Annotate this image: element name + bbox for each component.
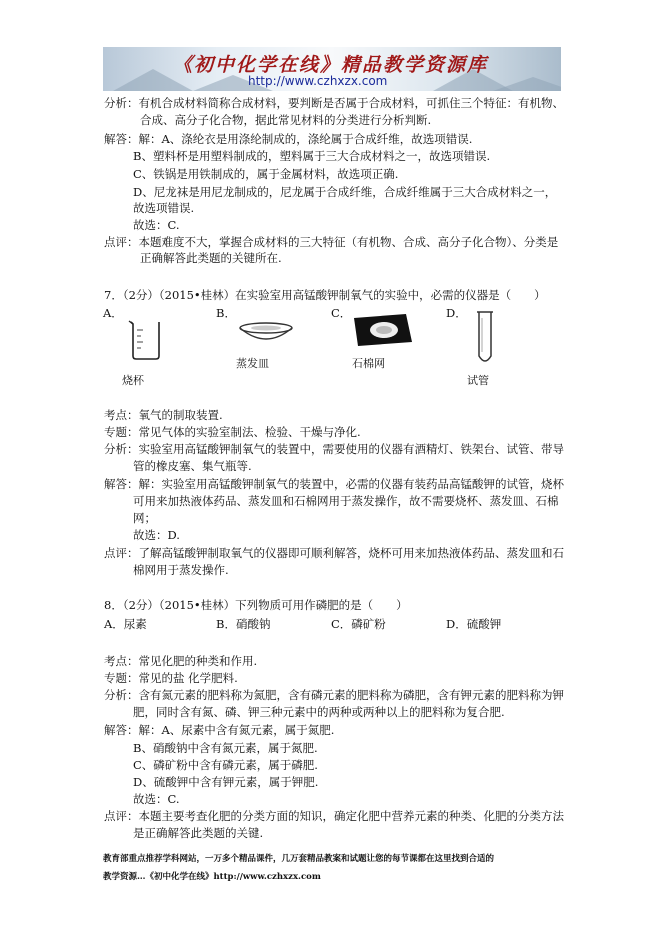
banner-url[interactable]: http://www.czhxzx.com — [248, 74, 388, 88]
test-tube-icon — [470, 308, 500, 368]
q6-solution-line2: B、塑料杯是用塑料制成的，塑料属于三大合成材料之一，故选项错误. — [133, 149, 491, 163]
q7-caption-b: 蒸发皿 — [236, 357, 269, 370]
q7-comment-line2: 棉网用于蒸发操作. — [133, 563, 229, 577]
q8-analysis-line1: 分析：含有氮元素的肥料称为氮肥，含有磷元素的肥料称为磷肥，含有钾元素的肥料称为钾 — [104, 688, 564, 702]
q6-comment-line2: 正确解答此类题的关键所在. — [140, 251, 282, 265]
evaporating-dish-icon — [236, 316, 296, 346]
q7-question: 7．（2分）（2015•桂林）在实验室用高锰酸钾制氧气的实验中，必需的仪器是（ ） — [104, 288, 546, 302]
q7-analysis-line1: 分析：实验室用高锰酸钾制氧气的装置中，需要使用的仪器有酒精灯、铁架台、试管、带导 — [104, 442, 564, 456]
q8-option-b[interactable]: B．硝酸钠 — [216, 617, 271, 631]
q7-solution-line4: 故选：D. — [133, 528, 180, 542]
q8-option-d[interactable]: D．硫酸钾 — [446, 617, 502, 631]
q8-solution-line1: 解答：解：A、尿素中含有氮元素，属于氮肥. — [104, 723, 335, 737]
q8-solution-line5: 故选：C. — [133, 792, 180, 806]
q6-solution-line1: 解答：解：A、涤纶衣是用涤纶制成的，涤纶属于合成纤维，故选项错误. — [104, 132, 473, 146]
q7-option-a[interactable]: A． — [103, 306, 123, 320]
footer-line2[interactable]: 教学资源…《初中化学在线》http://www.czhxzx.com — [103, 872, 321, 882]
mountain-decoration — [493, 77, 561, 91]
beaker-icon — [125, 316, 165, 362]
asbestos-gauze-icon — [350, 310, 416, 350]
q7-option-b[interactable]: B． — [216, 306, 236, 320]
q7-analysis-line2: 管的橡皮塞、集气瓶等. — [133, 459, 252, 473]
q7-solution-line2: 可用来加热液体药品、蒸发皿和石棉网用于蒸发操作，故不需要烧杯、蒸发皿、石棉 — [133, 494, 559, 508]
q6-analysis-line2: 合成、高分子化合物，据此常见材料的分类进行分析判断. — [140, 113, 432, 127]
banner-title: 《初中化学在线》精品教学资源库 — [173, 54, 489, 76]
q6-comment-line1: 点评：本题难度不大，掌握合成材料的三大特征（有机物、合成、高分子化合物）、分类是 — [104, 235, 559, 249]
q7-solution-line1: 解答：解：实验室用高锰酸钾制氧气的装置中，必需的仪器有装药品高锰酸钾的试管，烧杯 — [104, 477, 564, 491]
q7-caption-a: 烧杯 — [122, 374, 144, 387]
header-banner — [103, 47, 561, 91]
q8-question: 8．（2分）（2015•桂林）下列物质可用作磷肥的是（ ） — [104, 598, 408, 612]
q8-comment-line1: 点评：本题主要考查化肥的分类方面的知识，确定化肥中营养元素的种类、化肥的分类方法 — [104, 809, 564, 823]
footer-line1: 教育部重点推荐学科网站，一万多个精品课件，几万套精品教案和试题让您的每节课都在这里找到合适的 — [103, 854, 495, 864]
q8-comment-line2: 是正确解答此类题的关键. — [133, 826, 264, 840]
q6-solution-line6: 故选：C. — [133, 218, 180, 232]
q8-solution-line3: C、磷矿粉中含有磷元素，属于磷肥. — [133, 758, 318, 772]
q8-solution-line4: D、硫酸钾中含有钾元素，属于钾肥. — [133, 775, 319, 789]
q8-analysis-line2: 肥，同时含有氮、磷、钾三种元素中的两种或两种以上的肥料称为复合肥. — [133, 705, 505, 719]
q7-caption-c: 石棉网 — [352, 357, 385, 370]
q8-option-c[interactable]: C．磷矿粉 — [331, 617, 386, 631]
q6-analysis-line1: 分析：有机合成材料简称合成材料，要判断是否属于合成材料，可抓住三个特征：有机物、 — [104, 96, 564, 110]
q8-option-a[interactable]: A．尿素 — [104, 617, 147, 631]
q8-kaodian: 考点：常见化肥的种类和作用. — [104, 654, 258, 668]
q7-solution-line3: 网； — [133, 511, 156, 525]
q8-zhuanti: 专题：常见的盐 化学肥料. — [104, 671, 238, 685]
q7-option-d[interactable]: D． — [446, 306, 467, 320]
q6-solution-line4: D、尼龙袜是用尼龙制成的，尼龙属于合成纤维，合成纤维属于三大合成材料之一， — [133, 185, 557, 199]
q7-kaodian: 考点：氧气的制取装置. — [104, 408, 223, 422]
q8-solution-line2: B、硝酸钠中含有氮元素，属于氮肥. — [133, 741, 318, 755]
q6-solution-line5: 故选项错误. — [133, 201, 195, 215]
q7-zhuanti: 专题：常见气体的实验室制法、检验、干燥与净化. — [104, 425, 361, 439]
q7-comment-line1: 点评：了解高锰酸钾制取氧气的仪器即可顺利解答，烧杯可用来加热液体药品、蒸发皿和石 — [104, 546, 564, 560]
q7-caption-d: 试管 — [467, 374, 489, 387]
q7-option-c[interactable]: C． — [331, 306, 352, 320]
q6-solution-line3: C、铁锅是用铁制成的，属于金属材料，故选项正确. — [133, 167, 399, 181]
